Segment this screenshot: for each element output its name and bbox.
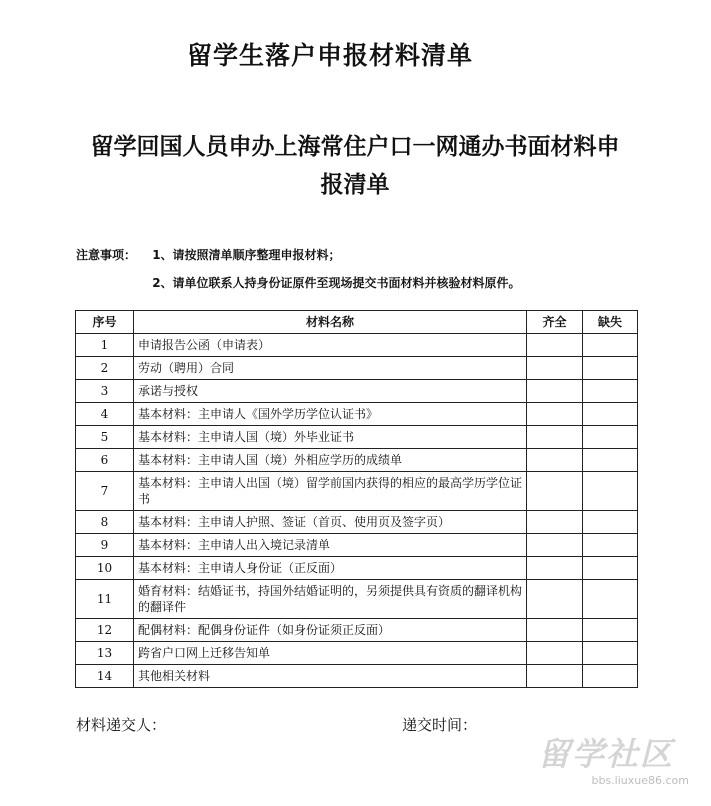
table-row [76,472,638,511]
materials-table [75,310,638,688]
row-material-name: 基本材料：主申请人出入境记录清单 [134,534,527,557]
complete-cell [527,557,583,580]
complete-cell [527,642,583,665]
row-number: 3 [76,380,134,403]
missing-cell [583,534,638,557]
row-material-name: 跨省户口网上迁移告知单 [134,642,527,665]
table-row [76,642,638,665]
complete-cell [527,380,583,403]
note-item-2: 2、请单位联系人持身份证原件至现场提交书面材料并核验材料原件。 [152,276,521,290]
table-row [76,619,638,642]
complete-cell [527,357,583,380]
row-number: 4 [76,403,134,426]
document-subtitle [70,128,640,204]
row-number: 9 [76,534,134,557]
complete-cell [527,472,583,511]
row-material-name: 基本材料：主申请人国（境）外毕业证书 [134,426,527,449]
row-material-name: 劳动（聘用）合同 [134,357,527,380]
row-number: 10 [76,557,134,580]
complete-cell [527,619,583,642]
subtitle-line-2: 报清单 [320,172,390,198]
table-row [76,580,638,619]
missing-cell [583,426,638,449]
table-row [76,357,638,380]
row-material-name: 基本材料：主申请人护照、签证（首页、使用页及签字页） [134,511,527,534]
row-material-name: 其他相关材料 [134,665,527,688]
complete-cell [527,534,583,557]
table-row [76,557,638,580]
subtitle-line-1: 留学回国人员申办上海常住户口一网通办书面材料申 [90,134,620,160]
document-title: 留学生落户申报材料清单 [186,41,473,70]
row-number: 12 [76,619,134,642]
row-number: 1 [76,334,134,357]
table-row [76,334,638,357]
row-material-name: 基本材料：主申请人国（境）外相应学历的成绩单 [134,449,527,472]
table-row [76,511,638,534]
missing-cell [583,357,638,380]
table-row [76,534,638,557]
missing-cell [583,449,638,472]
watermark-url: bbs.liuxue86.com [591,774,689,787]
missing-cell [583,665,638,688]
header-material-name: 材料名称 [134,311,527,334]
row-number: 2 [76,357,134,380]
site-watermark [538,734,703,794]
submitter-label: 材料递交人： [76,716,167,734]
table-row [76,380,638,403]
row-material-name: 基本材料：主申请人出国（境）留学前国内获得的相应的最高学历学位证书 [134,472,527,511]
row-number: 8 [76,511,134,534]
complete-cell [527,426,583,449]
complete-cell [527,334,583,357]
row-number: 13 [76,642,134,665]
table-row [76,403,638,426]
missing-cell [583,557,638,580]
notes-label: 注意事项： [76,248,137,262]
missing-cell [583,403,638,426]
table-header-row [76,311,638,334]
missing-cell [583,380,638,403]
row-number: 7 [76,472,134,511]
row-number: 14 [76,665,134,688]
table-row [76,665,638,688]
row-material-name: 申请报告公函（申请表） [134,334,527,357]
missing-cell [583,334,638,357]
complete-cell [527,580,583,619]
complete-cell [527,449,583,472]
row-material-name: 婚育材料：结婚证书，持国外结婚证明的，另须提供具有资质的翻译机构的翻译件 [134,580,527,619]
complete-cell [527,665,583,688]
header-serial: 序号 [76,311,134,334]
complete-cell [527,511,583,534]
missing-cell [583,642,638,665]
notes-section [76,247,521,303]
row-number: 11 [76,580,134,619]
header-missing: 缺失 [583,311,638,334]
complete-cell [527,403,583,426]
missing-cell [583,619,638,642]
table-row [76,449,638,472]
missing-cell [583,472,638,511]
watermark-brand: 留学社区 [538,735,675,773]
row-material-name: 承诺与授权 [134,380,527,403]
row-material-name: 基本材料：主申请人身份证（正反面） [134,557,527,580]
row-material-name: 基本材料：主申请人《国外学历学位认证书》 [134,403,527,426]
row-material-name: 配偶材料：配偶身份证件（如身份证须正反面） [134,619,527,642]
missing-cell [583,580,638,619]
header-complete: 齐全 [527,311,583,334]
row-number: 5 [76,426,134,449]
missing-cell [583,511,638,534]
row-number: 6 [76,449,134,472]
submit-time-label: 递交时间： [402,716,478,734]
table-row [76,426,638,449]
note-item-1: 1、请按照清单顺序整理申报材料； [152,248,341,262]
